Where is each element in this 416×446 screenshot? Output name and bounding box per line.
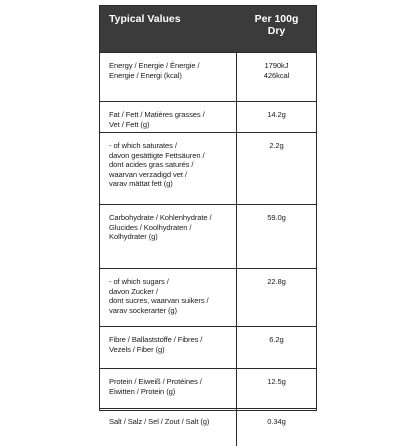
row-protein — [100, 369, 316, 409]
nutrient-value — [237, 53, 316, 101]
nutrient-value-line: 22.8g — [267, 277, 286, 286]
nutrient-value-line: 12.5g — [267, 377, 286, 386]
header-value-line-1: Per 100g — [254, 13, 299, 25]
nutrient-label-line: Fat / Fett / Matières grasses / — [109, 110, 205, 119]
nutrient-value-line: 2.2g — [269, 141, 284, 150]
row-fat — [100, 102, 316, 133]
nutrient-label-line: Vezels / Fiber (g) — [109, 344, 165, 354]
nutrient-value — [237, 102, 316, 132]
nutrient-label-line: - of which saturates / — [109, 141, 177, 150]
nutrient-value — [237, 369, 316, 408]
header-value-line-2: Dry — [267, 25, 286, 37]
nutrient-value-line: 6.2g — [269, 335, 284, 344]
nutrient-value-line: 0.34g — [267, 417, 286, 426]
nutrient-label — [100, 133, 237, 204]
nutrient-label-line: waarvan verzadigd vet / — [109, 169, 187, 179]
nutrient-value — [237, 327, 316, 368]
nutrient-value-line: 59.0g — [267, 213, 286, 222]
row-saturates — [100, 133, 316, 205]
row-sugars — [100, 269, 316, 327]
nutrient-label-line: Energy / Energie / Énergie / — [109, 61, 200, 70]
nutrient-label-line: Kolhydrater (g) — [109, 232, 158, 242]
header-value — [237, 6, 316, 52]
nutrient-label-line: Fibre / Ballaststoffe / Fibres / — [109, 335, 203, 344]
nutrient-label — [100, 327, 237, 368]
nutrient-value-line: 1790kJ — [264, 61, 289, 70]
nutrient-value — [237, 269, 316, 326]
row-fibre — [100, 327, 316, 369]
nutrient-label-line: davon gesättigte Fettsäuren / — [109, 150, 205, 160]
nutrient-label-line: Protein / Eiweiß / Protéines / — [109, 377, 202, 386]
nutrient-value-line: 426kcal — [263, 70, 290, 80]
nutrient-value — [237, 409, 316, 446]
nutrient-label-line: varav mättat fett (g) — [109, 179, 173, 189]
nutrient-label — [100, 409, 237, 446]
nutrient-value-line: 14.2g — [267, 110, 286, 119]
nutrient-label — [100, 269, 237, 326]
nutrient-label-line: Salt / Salz / Sel / Zout / Salt (g) — [109, 417, 210, 426]
nutrient-label-line: dont sucres, waarvan suikers / — [109, 296, 209, 306]
table-body — [100, 53, 316, 446]
row-carbohydrate — [100, 205, 316, 269]
nutrient-label-line: varav sockerarter (g) — [109, 305, 177, 315]
nutrient-label — [100, 53, 237, 101]
nutrient-label — [100, 102, 237, 132]
nutrient-label-line: Glucides / Koolhydraten / — [109, 222, 192, 232]
nutrient-label-line: - of which sugars / — [109, 277, 169, 286]
nutrient-value — [237, 133, 316, 204]
nutrient-value — [237, 205, 316, 268]
nutrient-label — [100, 369, 237, 408]
nutrition-table — [99, 5, 317, 426]
nutrient-label-line: Vet / Fett (g) — [109, 119, 150, 129]
nutrient-label — [100, 205, 237, 268]
nutrient-label-line: Carbohydrate / Kohlenhydrate / — [109, 213, 212, 222]
table-header — [100, 6, 316, 53]
header-label: Typical Values — [109, 13, 181, 25]
row-energy — [100, 53, 316, 102]
nutrient-label-line: Energie / Energi (kcal) — [109, 70, 182, 80]
nutrient-label-line: dont acides gras saturés / — [109, 160, 194, 170]
row-salt — [100, 409, 316, 446]
nutrient-label-line: Eiwitten / Protein (g) — [109, 386, 176, 396]
nutrient-label-line: davon Zucker / — [109, 286, 158, 296]
